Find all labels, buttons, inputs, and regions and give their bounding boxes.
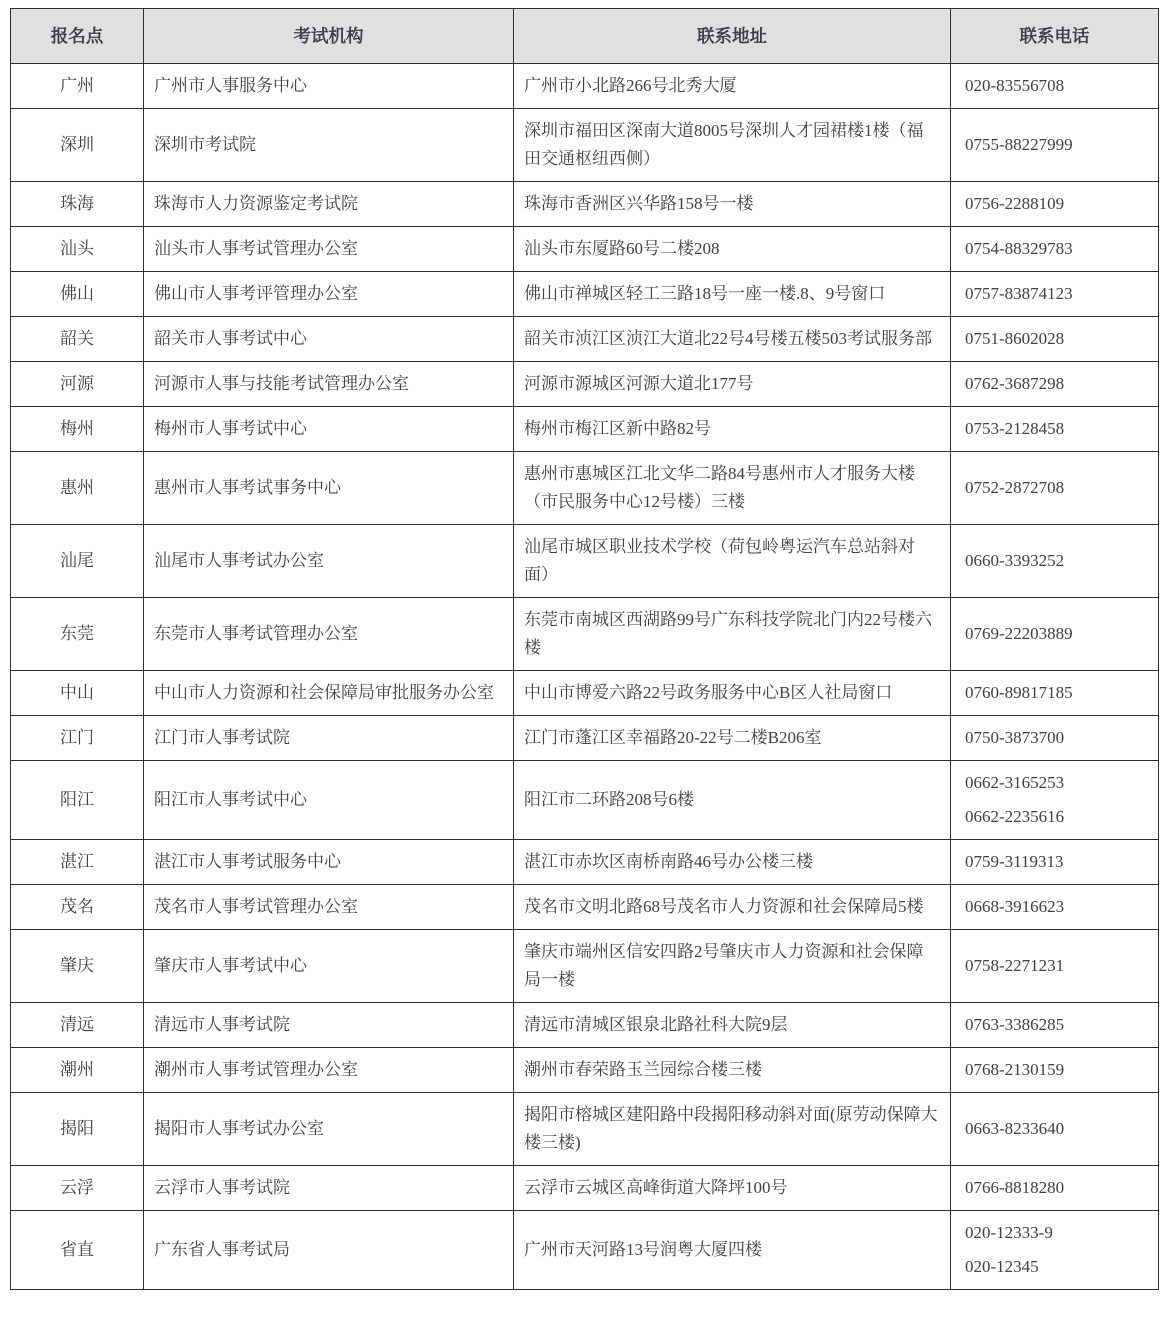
cell-registration-point: 肇庆 [11, 930, 144, 1003]
phone-number: 0668-3916623 [965, 897, 1065, 916]
phone-number: 0759-3119313 [965, 852, 1064, 871]
phone-number: 0763-3386285 [965, 1015, 1065, 1034]
cell-registration-point: 省直 [11, 1211, 144, 1290]
phone-number: 020-83556708 [965, 76, 1065, 95]
table-row [11, 1048, 1159, 1093]
cell-contact-phone [951, 930, 1159, 1003]
table-row [11, 182, 1159, 227]
cell-registration-point: 中山 [11, 671, 144, 716]
column-header-phone: 联系电话 [951, 9, 1159, 64]
table-row [11, 885, 1159, 930]
cell-contact-address: 江门市蓬江区幸福路20-22号二楼B206室 [514, 716, 951, 761]
table-body [11, 64, 1159, 1290]
cell-contact-address: 广州市小北路266号北秀大厦 [514, 64, 951, 109]
cell-exam-institution: 湛江市人事考试服务中心 [144, 840, 514, 885]
cell-exam-institution: 深圳市考试院 [144, 109, 514, 182]
cell-contact-address: 汕头市东厦路60号二楼208 [514, 227, 951, 272]
cell-exam-institution: 阳江市人事考试中心 [144, 761, 514, 840]
cell-contact-phone [951, 1093, 1159, 1166]
cell-contact-phone [951, 227, 1159, 272]
table-row [11, 272, 1159, 317]
table-row [11, 407, 1159, 452]
cell-contact-address: 深圳市福田区深南大道8005号深圳人才园裙楼1楼（福田交通枢纽西侧） [514, 109, 951, 182]
cell-registration-point: 佛山 [11, 272, 144, 317]
cell-registration-point: 河源 [11, 362, 144, 407]
phone-number: 020-12333-9 [965, 1223, 1053, 1242]
cell-contact-phone [951, 525, 1159, 598]
column-header-address: 联系地址 [514, 9, 951, 64]
phone-number: 0662-3165253 [965, 773, 1065, 792]
phone-number: 0751-8602028 [965, 329, 1065, 348]
table-row [11, 1166, 1159, 1211]
phone-number: 0756-2288109 [965, 194, 1065, 213]
cell-registration-point: 阳江 [11, 761, 144, 840]
table-row [11, 64, 1159, 109]
phone-number: 0758-2271231 [965, 956, 1065, 975]
cell-exam-institution: 揭阳市人事考试办公室 [144, 1093, 514, 1166]
cell-registration-point: 茂名 [11, 885, 144, 930]
table-row [11, 840, 1159, 885]
cell-contact-address: 阳江市二环路208号6楼 [514, 761, 951, 840]
cell-contact-phone [951, 317, 1159, 362]
cell-exam-institution: 韶关市人事考试中心 [144, 317, 514, 362]
cell-registration-point: 梅州 [11, 407, 144, 452]
cell-contact-address: 潮州市春荣路玉兰园综合楼三楼 [514, 1048, 951, 1093]
cell-registration-point: 汕头 [11, 227, 144, 272]
cell-exam-institution: 梅州市人事考试中心 [144, 407, 514, 452]
cell-contact-address: 肇庆市端州区信安四路2号肇庆市人力资源和社会保障局一楼 [514, 930, 951, 1003]
cell-registration-point: 清远 [11, 1003, 144, 1048]
phone-number: 0766-8818280 [965, 1178, 1065, 1197]
cell-contact-phone [951, 1003, 1159, 1048]
table-row [11, 761, 1159, 840]
phone-number: 0769-22203889 [965, 624, 1073, 643]
cell-contact-phone [951, 598, 1159, 671]
cell-registration-point: 深圳 [11, 109, 144, 182]
table-row [11, 452, 1159, 525]
cell-contact-address: 湛江市赤坎区南桥南路46号办公楼三楼 [514, 840, 951, 885]
cell-contact-address: 珠海市香洲区兴华路158号一楼 [514, 182, 951, 227]
cell-exam-institution: 中山市人力资源和社会保障局审批服务办公室 [144, 671, 514, 716]
phone-number: 0662-2235616 [965, 807, 1065, 826]
cell-contact-address: 惠州市惠城区江北文华二路84号惠州市人才服务大楼（市民服务中心12号楼）三楼 [514, 452, 951, 525]
cell-contact-phone [951, 1166, 1159, 1211]
table-row [11, 1211, 1159, 1290]
cell-exam-institution: 珠海市人力资源鉴定考试院 [144, 182, 514, 227]
table-row [11, 525, 1159, 598]
phone-number: 0663-8233640 [965, 1119, 1065, 1138]
cell-contact-address: 茂名市文明北路68号茂名市人力资源和社会保障局5楼 [514, 885, 951, 930]
cell-contact-phone [951, 840, 1159, 885]
phone-number: 0750-3873700 [965, 728, 1065, 747]
cell-exam-institution: 茂名市人事考试管理办公室 [144, 885, 514, 930]
cell-registration-point: 惠州 [11, 452, 144, 525]
cell-contact-phone [951, 1048, 1159, 1093]
cell-registration-point: 云浮 [11, 1166, 144, 1211]
table-row [11, 317, 1159, 362]
cell-exam-institution: 汕头市人事考试管理办公室 [144, 227, 514, 272]
cell-exam-institution: 广东省人事考试局 [144, 1211, 514, 1290]
phone-number: 0762-3687298 [965, 374, 1065, 393]
cell-contact-address: 揭阳市榕城区建阳路中段揭阳移动斜对面(原劳动保障大楼三楼) [514, 1093, 951, 1166]
cell-contact-address: 佛山市禅城区轻工三路18号一座一楼.8、9号窗口 [514, 272, 951, 317]
table-row [11, 1093, 1159, 1166]
cell-contact-phone [951, 272, 1159, 317]
cell-contact-phone [951, 1211, 1159, 1290]
cell-contact-phone [951, 362, 1159, 407]
cell-contact-phone [951, 109, 1159, 182]
table-row [11, 598, 1159, 671]
cell-registration-point: 东莞 [11, 598, 144, 671]
cell-registration-point: 广州 [11, 64, 144, 109]
cell-contact-address: 韶关市浈江区浈江大道北22号4号楼五楼503考试服务部 [514, 317, 951, 362]
table-row [11, 671, 1159, 716]
table-row [11, 1003, 1159, 1048]
cell-contact-address: 梅州市梅江区新中路82号 [514, 407, 951, 452]
phone-number: 0753-2128458 [965, 419, 1065, 438]
cell-contact-phone [951, 452, 1159, 525]
phone-number: 0760-89817185 [965, 683, 1073, 702]
cell-contact-phone [951, 407, 1159, 452]
cell-exam-institution: 云浮市人事考试院 [144, 1166, 514, 1211]
phone-number: 0660-3393252 [965, 551, 1065, 570]
cell-registration-point: 湛江 [11, 840, 144, 885]
column-header-org: 考试机构 [144, 9, 514, 64]
cell-exam-institution: 江门市人事考试院 [144, 716, 514, 761]
cell-exam-institution: 佛山市人事考评管理办公室 [144, 272, 514, 317]
table-row [11, 716, 1159, 761]
cell-exam-institution: 清远市人事考试院 [144, 1003, 514, 1048]
cell-contact-address: 汕尾市城区职业技术学校（荷包岭粤运汽车总站斜对面） [514, 525, 951, 598]
cell-contact-address: 云浮市云城区高峰街道大降坪100号 [514, 1166, 951, 1211]
column-header-city: 报名点 [11, 9, 144, 64]
cell-contact-phone [951, 64, 1159, 109]
cell-registration-point: 江门 [11, 716, 144, 761]
phone-number: 020-12345 [965, 1257, 1039, 1276]
cell-registration-point: 汕尾 [11, 525, 144, 598]
phone-number: 0754-88329783 [965, 239, 1073, 258]
cell-registration-point: 珠海 [11, 182, 144, 227]
table-row [11, 930, 1159, 1003]
cell-exam-institution: 河源市人事与技能考试管理办公室 [144, 362, 514, 407]
cell-contact-address: 清远市清城区银泉北路社科大院9层 [514, 1003, 951, 1048]
table-row [11, 362, 1159, 407]
table-header [11, 9, 1159, 64]
cell-exam-institution: 肇庆市人事考试中心 [144, 930, 514, 1003]
header-row [11, 9, 1159, 64]
cell-registration-point: 揭阳 [11, 1093, 144, 1166]
cell-exam-institution: 广州市人事服务中心 [144, 64, 514, 109]
cell-contact-address: 中山市博爱六路22号政务服务中心B区人社局窗口 [514, 671, 951, 716]
cell-contact-phone [951, 671, 1159, 716]
phone-number: 0755-88227999 [965, 135, 1073, 154]
cell-exam-institution: 东莞市人事考试管理办公室 [144, 598, 514, 671]
cell-exam-institution: 汕尾市人事考试办公室 [144, 525, 514, 598]
phone-number: 0752-2872708 [965, 478, 1065, 497]
cell-registration-point: 潮州 [11, 1048, 144, 1093]
phone-number: 0768-2130159 [965, 1060, 1065, 1079]
cell-contact-address: 广州市天河路13号润粤大厦四楼 [514, 1211, 951, 1290]
table-row [11, 227, 1159, 272]
cell-contact-phone [951, 761, 1159, 840]
cell-contact-phone [951, 885, 1159, 930]
cell-exam-institution: 惠州市人事考试事务中心 [144, 452, 514, 525]
cell-contact-phone [951, 716, 1159, 761]
cell-exam-institution: 潮州市人事考试管理办公室 [144, 1048, 514, 1093]
table-row [11, 109, 1159, 182]
cell-contact-phone [951, 182, 1159, 227]
phone-number: 0757-83874123 [965, 284, 1073, 303]
cell-contact-address: 东莞市南城区西湖路99号广东科技学院北门内22号楼六楼 [514, 598, 951, 671]
cell-registration-point: 韶关 [11, 317, 144, 362]
exam-contact-table [10, 8, 1159, 1290]
cell-contact-address: 河源市源城区河源大道北177号 [514, 362, 951, 407]
